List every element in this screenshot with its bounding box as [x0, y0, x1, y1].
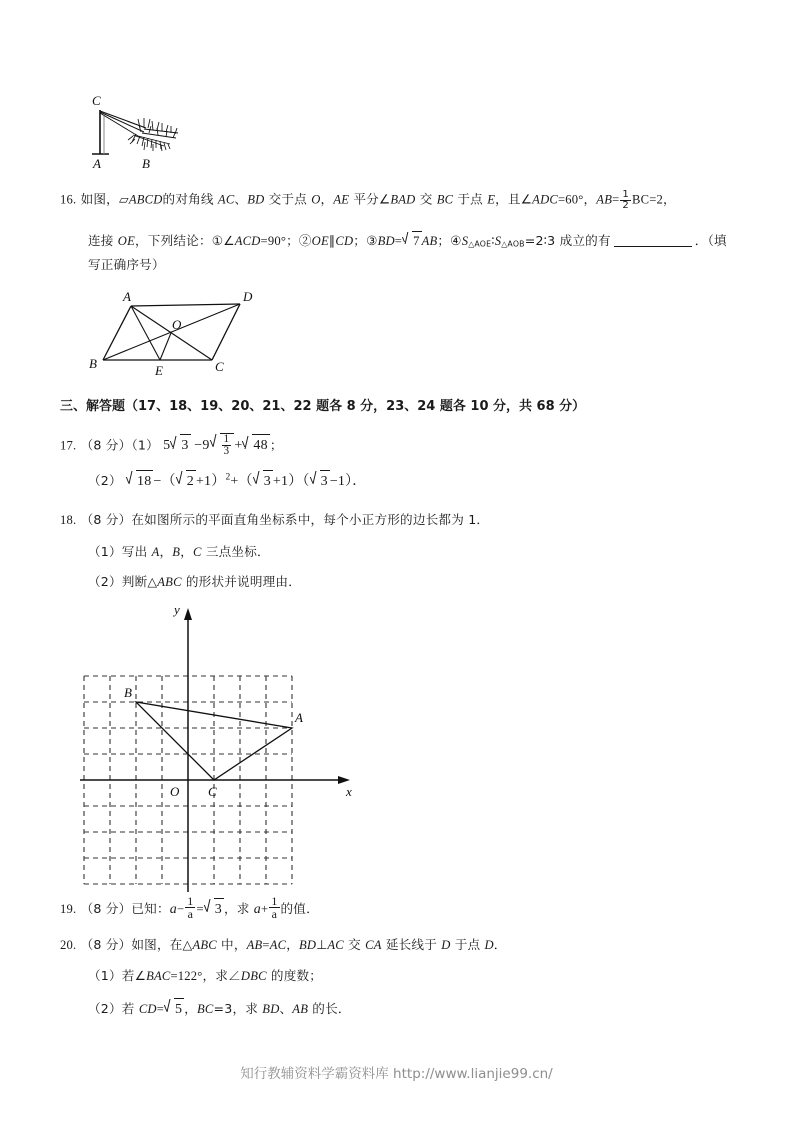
q16-ab: AB — [596, 192, 613, 207]
q18-number: 18. — [60, 513, 77, 527]
q16-text-j: =60°， — [557, 192, 597, 207]
q17-p2-d: −1）． — [329, 474, 367, 489]
q18-p1-b: ， — [159, 544, 173, 559]
q19-equals: = — [196, 901, 204, 916]
q19-fraction-1-over-a — [185, 895, 195, 920]
q19-frac-denominator: a — [187, 907, 194, 922]
q20-p2-eq: = — [156, 1002, 165, 1016]
q20-stem-a: 如图，在△ — [131, 937, 193, 952]
q19-score: （8 分） — [80, 900, 132, 916]
grid-label-origin: O — [170, 784, 180, 799]
q20-angle-bac: BAC — [146, 969, 171, 983]
q16-s-aoe: S — [461, 234, 469, 248]
q16-bad: BAD — [390, 192, 416, 207]
q16-l2-g: ；④ — [437, 233, 462, 248]
q16-cd: CD — [335, 234, 354, 248]
q20-p2-a: （2）若 — [88, 1001, 139, 1016]
q16-text-f: 平分∠ — [349, 191, 391, 207]
q20-eq-1: = — [262, 938, 270, 952]
q17-p2-minus: −（ — [153, 474, 176, 489]
q16-radicand-7: 7 — [412, 231, 422, 251]
q16-bc: BC — [436, 192, 454, 207]
q20-angle-dbc: DBC — [240, 969, 267, 983]
q17-part1-end: ； — [269, 437, 283, 453]
q16-s-aob-subscript: △AOB — [501, 239, 525, 249]
q19-minus: − — [176, 901, 185, 916]
q19-frac-numerator: 1 — [187, 894, 194, 908]
q17-radicand-one-third — [220, 433, 235, 458]
q20-radicand-5: 5 — [174, 998, 184, 1020]
q20-triangle-abc: ABC — [192, 938, 217, 952]
q20-ab-2: AB — [292, 1002, 309, 1016]
q20-stem-d: ， — [286, 937, 300, 952]
question-17-part-1 — [60, 433, 283, 458]
q20-perp: ⊥ — [316, 937, 328, 952]
q20-bd: BD — [299, 938, 317, 952]
question-20-stem — [60, 936, 507, 955]
q16-text-a: 如图， — [80, 191, 119, 207]
q19-plus: + — [261, 901, 269, 916]
q19-tail: 的值． — [280, 900, 319, 916]
q17-radical-one-third — [211, 433, 235, 458]
pgram-label-o: O — [172, 317, 182, 332]
question-16-line-1 — [60, 190, 676, 212]
q17-fraction-one-third — [222, 434, 232, 458]
q16-l2-b: ，下列结论：①∠ — [135, 233, 235, 248]
figure-tree-flagpole — [78, 92, 198, 172]
q19-radical-3 — [205, 898, 224, 920]
q17-radicand-3b: 3 — [263, 470, 273, 492]
q17-frac-denominator: 3 — [223, 445, 230, 458]
q16-ae: AE — [333, 192, 350, 207]
grid-label-a: A — [295, 710, 303, 725]
q16-frac-numerator: 1 — [622, 189, 630, 200]
question-18-stem — [60, 511, 489, 530]
q16-acd: ACD — [234, 234, 261, 248]
figure-parallelogram-abcd — [75, 288, 275, 380]
q20-p2-f: 的长． — [308, 1001, 351, 1016]
q16-text-h: 于点 — [453, 191, 488, 207]
figure-coordinate-grid — [80, 600, 370, 892]
tree-label-a: A — [93, 156, 101, 171]
q17-p2-c: +1）（ — [272, 474, 310, 489]
q17-minus-9: −9 — [194, 438, 210, 454]
q16-equals: = — [612, 192, 620, 207]
q16-number: 16. — [60, 192, 77, 207]
q16-e-point: E — [487, 192, 496, 207]
pgram-label-e: E — [155, 363, 163, 378]
question-18-part-2 — [88, 573, 301, 592]
q16-s-aoe-subscript: △AOE — [468, 239, 492, 249]
tree-label-c: C — [92, 93, 101, 108]
q20-ca: CA — [365, 938, 382, 952]
q16-l2-h: ∶ — [491, 233, 495, 248]
section-3-heading: 三、解答题（17、18、19、20、21、22 题各 8 分，23、24 题各 10 分，共 68 分） — [60, 399, 586, 414]
q19-variable-a-2: a — [253, 901, 261, 917]
q16-adc: ADC — [532, 192, 558, 207]
q17-p2-a: +1） — [195, 474, 226, 489]
q16-l2-d: ∥ — [328, 233, 336, 248]
q16-l2-j: ．（填 — [694, 233, 727, 248]
q20-p1-a: （1）若∠ — [88, 968, 147, 983]
q20-p1-b: =122°，求∠ — [170, 969, 241, 983]
q16-text-b: 的对角线 — [162, 191, 218, 207]
q20-ac-2: AC — [327, 938, 344, 952]
q16-l2-c: =90°；② — [260, 234, 312, 248]
q16-bc-2: BC — [632, 192, 650, 207]
q16-abcd: ABCD — [128, 192, 163, 207]
q19-frac2-numerator: 1 — [271, 894, 278, 908]
q17-radicand-3c: 3 — [320, 470, 330, 492]
q20-d-point-2: D — [484, 938, 494, 952]
pgram-label-b: B — [89, 356, 97, 371]
q16-text-d: 交于点 — [264, 191, 312, 207]
q18-point-a: A — [151, 545, 160, 559]
q16-text-l: =2， — [649, 192, 676, 207]
q20-cd: CD — [138, 1002, 157, 1016]
footer-watermark: 知行教辅资料学霸资料库 http://www.lianjie99.cn/ — [240, 1066, 553, 1082]
q16-answer-blank[interactable] — [614, 246, 692, 247]
q17-coef-1: 5 — [163, 438, 171, 454]
q16-oe: OE — [117, 234, 135, 248]
q16-text-e: ， — [320, 191, 334, 207]
q16-ab-2: AB — [421, 234, 438, 248]
question-20-part-2 — [88, 998, 351, 1020]
q16-frac-denominator: 2 — [622, 200, 630, 212]
q16-o: O — [311, 192, 321, 207]
q16-s-aob: S — [494, 234, 502, 248]
q16-l2-a: 连接 — [88, 233, 118, 248]
q16-text-i: ，且∠ — [495, 191, 533, 207]
q18-p2-b: 的形状并说明理由． — [181, 574, 302, 589]
q20-p2-d: =3，求 — [213, 1001, 263, 1016]
q17-exponent-2: 2 — [225, 472, 231, 483]
q18-p2-a: （2）判断△ — [88, 574, 158, 589]
q20-stem-h: 于点 — [450, 937, 485, 952]
grid-label-b: B — [124, 685, 132, 700]
q17-score: （8 分） — [80, 437, 132, 453]
q18-score: （8 分） — [80, 512, 132, 527]
grid-label-y-axis: y — [174, 602, 180, 617]
q17-radical-18 — [127, 470, 153, 492]
q16-l2-e: ；③ — [353, 233, 378, 248]
q20-ac: AC — [269, 938, 287, 952]
q18-stem-text: 在如图所示的平面直角坐标系中，每个小正方形的边长都为 1． — [131, 512, 490, 527]
q17-radical-48 — [243, 434, 269, 456]
q17-plus: + — [234, 438, 243, 454]
q19-radicand-3: 3 — [214, 898, 224, 920]
q20-p2-c: ， — [184, 1001, 198, 1016]
question-18-part-1 — [88, 543, 270, 562]
q18-point-c: C — [193, 545, 202, 559]
q19-fraction-1-over-a-2 — [269, 895, 279, 920]
q18-p1-d: 三点坐标． — [201, 544, 270, 559]
q16-l2-i: =2∶3 成立的有 — [524, 233, 611, 248]
q20-ab: AB — [246, 938, 263, 952]
q20-bc: BC — [197, 1002, 214, 1016]
q17-radicand-2: 2 — [186, 470, 196, 492]
q17-radical-3 — [171, 434, 190, 456]
q20-radical-5 — [165, 998, 184, 1020]
q17-number: 17. — [60, 438, 77, 453]
grid-label-x-axis: x — [346, 784, 352, 799]
q18-triangle-abc: ABC — [157, 575, 182, 589]
q20-stem-i: ． — [493, 937, 507, 952]
q17-p2-b: +（ — [230, 474, 253, 489]
question-16-line-3: 写正确序号） — [88, 257, 165, 272]
q19-frac2-denominator: a — [271, 907, 278, 922]
q17-radicand-3: 3 — [180, 434, 190, 456]
q20-p1-c: 的度数； — [266, 968, 323, 983]
q17-radical-3b — [254, 470, 273, 492]
q16-bd-2: BD — [377, 234, 395, 248]
pgram-label-d: D — [243, 289, 253, 304]
q19-number: 19. — [60, 901, 77, 916]
q17-radical-3c — [311, 470, 330, 492]
q20-number: 20. — [60, 938, 77, 952]
q16-bd: BD — [247, 192, 265, 207]
q17-radical-2 — [177, 470, 196, 492]
q20-stem-b: 中， — [216, 937, 247, 952]
pgram-label-a: A — [123, 289, 131, 304]
q16-oe-2: OE — [311, 234, 329, 248]
q16-fraction-half — [620, 190, 631, 212]
q19-a1: 已知： — [131, 900, 170, 916]
q16-text-c: 、 — [234, 191, 248, 207]
q16-text-g: 交 — [415, 191, 437, 207]
q18-p1-a: （1）写出 — [88, 544, 152, 559]
q17-radicand-48: 48 — [252, 434, 269, 456]
q20-bd-2: BD — [262, 1002, 280, 1016]
tree-label-b: B — [142, 156, 150, 171]
q19-a2: ，求 — [224, 900, 254, 916]
question-16-line-2 — [88, 231, 727, 251]
grid-label-c: C — [208, 784, 217, 799]
q17-radicand-18: 18 — [136, 470, 153, 492]
q18-p1-c: ， — [180, 544, 193, 559]
q16-parallelogram-symbol: ▱ — [118, 192, 129, 207]
q16-radical-7 — [403, 231, 422, 251]
question-19 — [60, 895, 319, 920]
q20-score: （8 分） — [80, 937, 132, 952]
q20-d-point: D — [441, 938, 451, 952]
q20-p2-e: 、 — [279, 1001, 293, 1016]
q19-variable-a: a — [169, 901, 177, 917]
q17-part1-label: （1） — [131, 437, 159, 453]
pgram-label-c: C — [215, 359, 224, 374]
q18-point-b: B — [172, 545, 181, 559]
q20-stem-f: 交 — [343, 937, 366, 952]
q17-part2-label: （2） — [88, 473, 122, 488]
q20-stem-g: 延长线于 — [381, 937, 442, 952]
q16-ac: AC — [217, 192, 235, 207]
question-17-part-2 — [88, 470, 367, 492]
q16-l2-f: = — [394, 234, 403, 248]
question-20-part-1 — [88, 967, 322, 986]
q17-frac-numerator: 1 — [223, 433, 230, 445]
